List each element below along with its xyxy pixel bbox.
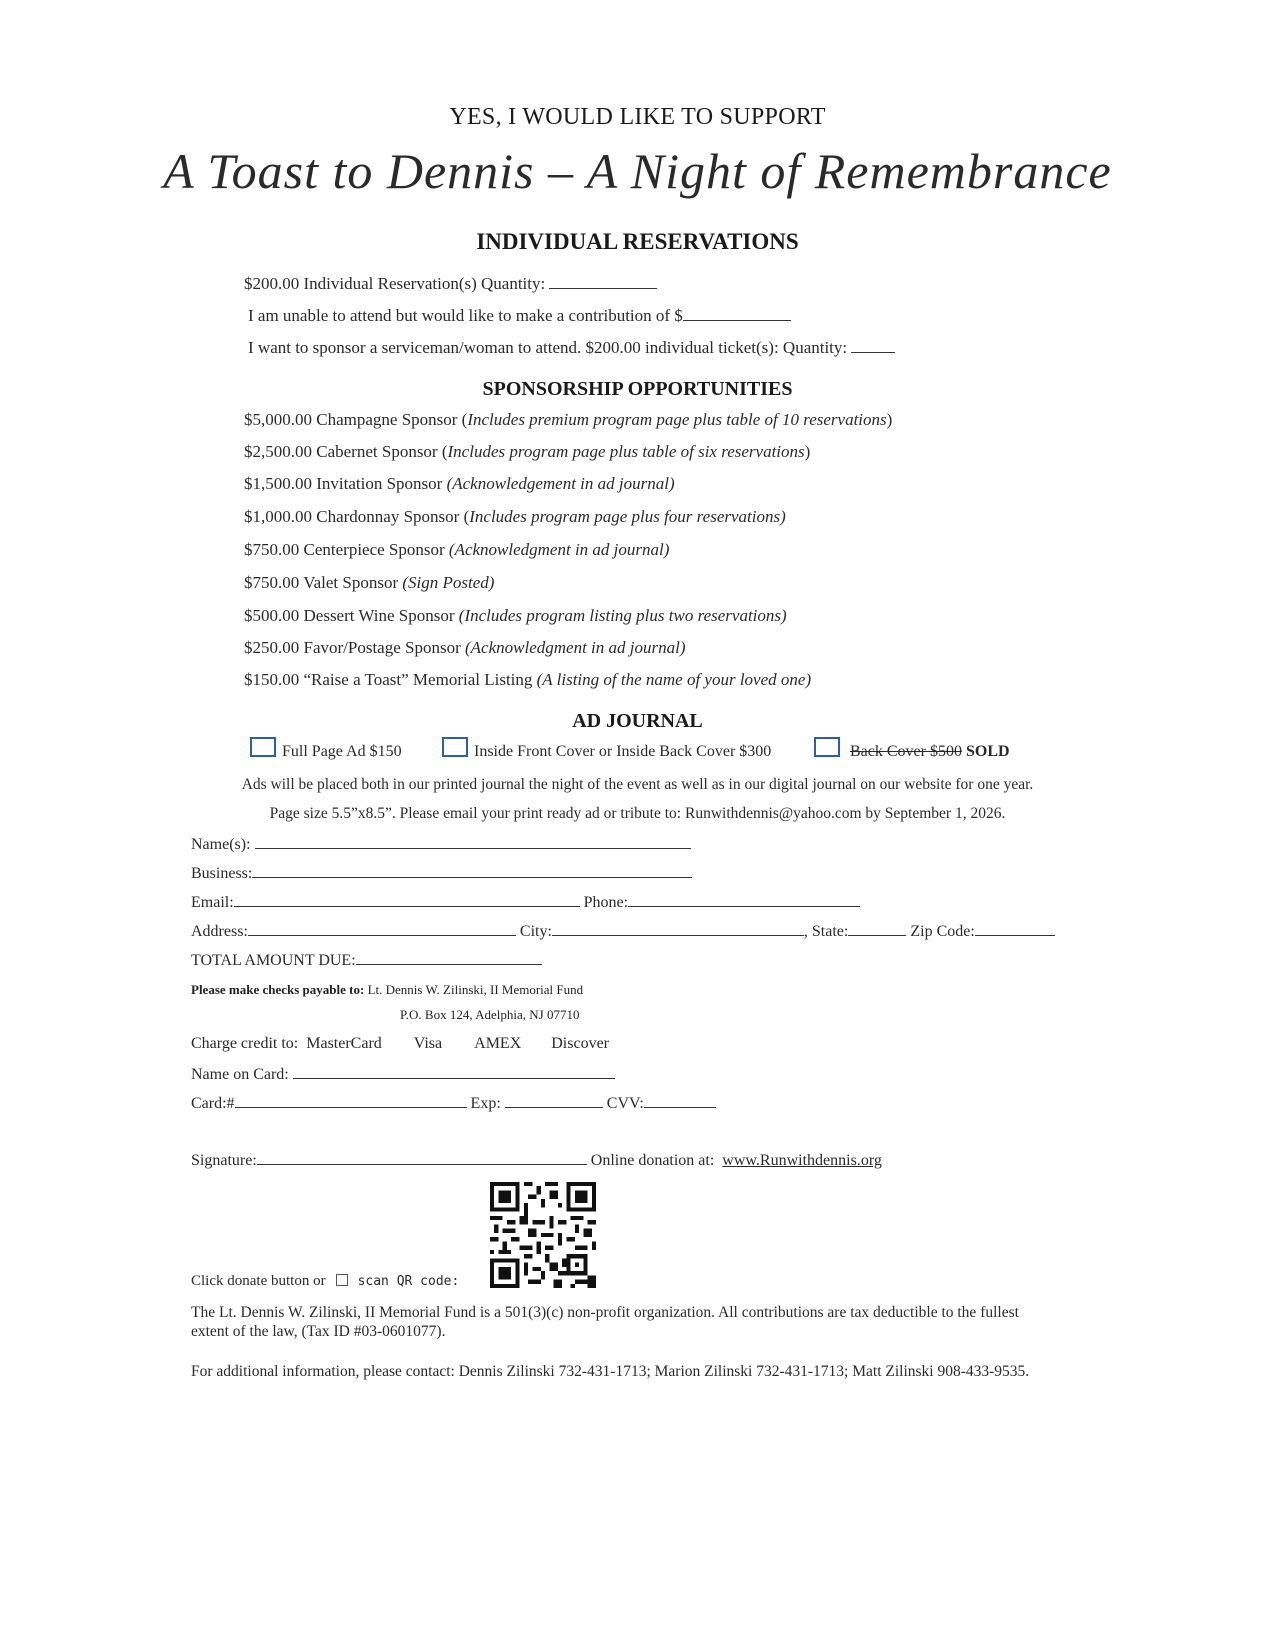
sponsorship-item: $2,500.00 Cabernet Sponsor (Includes program page plus table of six reservations) (244, 442, 811, 461)
sponsorship-item: $750.00 Valet Sponsor (Sign Posted) (244, 573, 495, 592)
charge-credit-row: Charge credit to: MasterCard Visa AMEX Discover (191, 1035, 610, 1052)
signature-input[interactable] (257, 1150, 587, 1165)
sponsorship-item: $500.00 Dessert Wine Sponsor (Includes program listing plus two reservations) (244, 606, 787, 625)
sponsor-serviceman-line: I want to sponsor a serviceman/woman to attend. $200.00 individual ticket(s): Quantity: (248, 338, 895, 358)
ad-placement-note: Ads will be placed both in our printed journal the night of the event as well as in our digital journal on our website for one year. (241, 776, 1034, 793)
card-visa[interactable]: Visa (413, 1035, 443, 1052)
cvv-input[interactable] (644, 1093, 716, 1108)
sponsorship-item: $250.00 Favor/Postage Sponsor (Acknowledgment in ad journal) (244, 638, 686, 657)
back-cover-label: Back Cover $500 SOLD (850, 743, 1010, 760)
exp-input[interactable] (505, 1093, 603, 1108)
card-mastercard[interactable]: MasterCard (306, 1035, 382, 1052)
online-donation-link[interactable]: www.Runwithdennis.org (722, 1152, 882, 1169)
full-page-ad-checkbox[interactable] (250, 737, 276, 757)
support-heading: YES, I WOULD LIKE TO SUPPORT (449, 104, 826, 130)
inside-cover-label: Inside Front Cover or Inside Back Cover $300 (474, 743, 772, 760)
donate-qr-row: Click donate button or scan QR code: (191, 1273, 460, 1289)
individual-reservation-line: $200.00 Individual Reservation(s) Quantity: (244, 274, 657, 294)
sponsorship-item: $1,000.00 Chardonnay Sponsor (Includes program page plus four reservations) (244, 507, 786, 526)
ad-journal-heading: AD JOURNAL (572, 710, 703, 732)
reservation-quantity-field[interactable] (549, 274, 657, 289)
total-due-input[interactable] (356, 950, 542, 965)
inside-cover-checkbox[interactable] (442, 737, 468, 757)
phone-input[interactable] (628, 892, 860, 907)
signature-row: Signature: Online donation at: www.Runwithdennis.org (191, 1152, 882, 1169)
address-input[interactable] (248, 921, 516, 936)
donate-checkbox[interactable] (336, 1274, 348, 1286)
nonprofit-statement: The Lt. Dennis W. Zilinski, II Memorial Fund is a 501(3)(c) non-profit organization. All contributions are tax deductible to the fullest (191, 1304, 1019, 1321)
ad-size-note: Page size 5.5”x8.5”. Please email your print ready ad or tribute to: Runwithdennis@yahoo.com by September 1, 2026. (269, 805, 1006, 822)
zip-input[interactable] (975, 921, 1055, 936)
nonprofit-statement-cont: extent of the law, (Tax ID #03-0601077). (191, 1323, 446, 1340)
city-input[interactable] (552, 921, 804, 936)
total-due-row: TOTAL AMOUNT DUE: (191, 950, 542, 970)
sponsorship-item: $5,000.00 Champagne Sponsor (Includes premium program page plus table of 10 reservations) (244, 410, 893, 429)
name-on-card-input[interactable] (293, 1064, 615, 1079)
business-field-row: Business: (191, 863, 692, 883)
name-on-card-row: Name on Card: (191, 1064, 615, 1084)
names-field-row: Name(s): (191, 834, 691, 854)
sponsorship-heading: SPONSORSHIP OPPORTUNITIES (482, 378, 793, 400)
event-title: A Toast to Dennis – A Night of Remembrance (163, 143, 1112, 199)
full-page-ad-label: Full Page Ad $150 (282, 743, 402, 760)
card-number-input[interactable] (235, 1093, 467, 1108)
sponsorship-item: $150.00 “Raise a Toast” Memorial Listing (A listing of the name of your loved one) (244, 670, 812, 689)
card-discover[interactable]: Discover (551, 1035, 610, 1052)
address-row: Address: City: , State: Zip Code: (191, 921, 1055, 941)
email-phone-row: Email: Phone: (191, 892, 860, 912)
individual-reservations-heading: INDIVIDUAL RESERVATIONS (476, 229, 799, 254)
contribution-amount-field[interactable] (683, 306, 791, 321)
back-cover-checkbox[interactable] (814, 737, 840, 757)
checks-address: P.O. Box 124, Adelphia, NJ 07710 (400, 1007, 580, 1022)
sponsorship-item: $1,500.00 Invitation Sponsor (Acknowledgement in ad journal) (244, 474, 675, 493)
card-amex[interactable]: AMEX (474, 1035, 522, 1052)
qr-code[interactable] (490, 1182, 596, 1288)
serviceman-quantity-field[interactable] (851, 338, 895, 353)
card-number-row: Card:# Exp: CVV: (191, 1093, 716, 1113)
sponsorship-item: $750.00 Centerpiece Sponsor (Acknowledgment in ad journal) (244, 540, 670, 559)
state-input[interactable] (848, 921, 906, 936)
email-input[interactable] (234, 892, 580, 907)
contribution-line: I am unable to attend but would like to make a contribution of $ (248, 306, 791, 326)
checks-payable-row: Please make checks payable to: Lt. Dennis W. Zilinski, II Memorial Fund (191, 982, 584, 997)
business-input[interactable] (252, 863, 692, 878)
contact-info: For additional information, please contact: Dennis Zilinski 732-431-1713; Marion Zilinski 732-431-1713; Matt Zilinski 908-433-9535. (191, 1363, 1030, 1380)
names-input[interactable] (255, 834, 691, 849)
